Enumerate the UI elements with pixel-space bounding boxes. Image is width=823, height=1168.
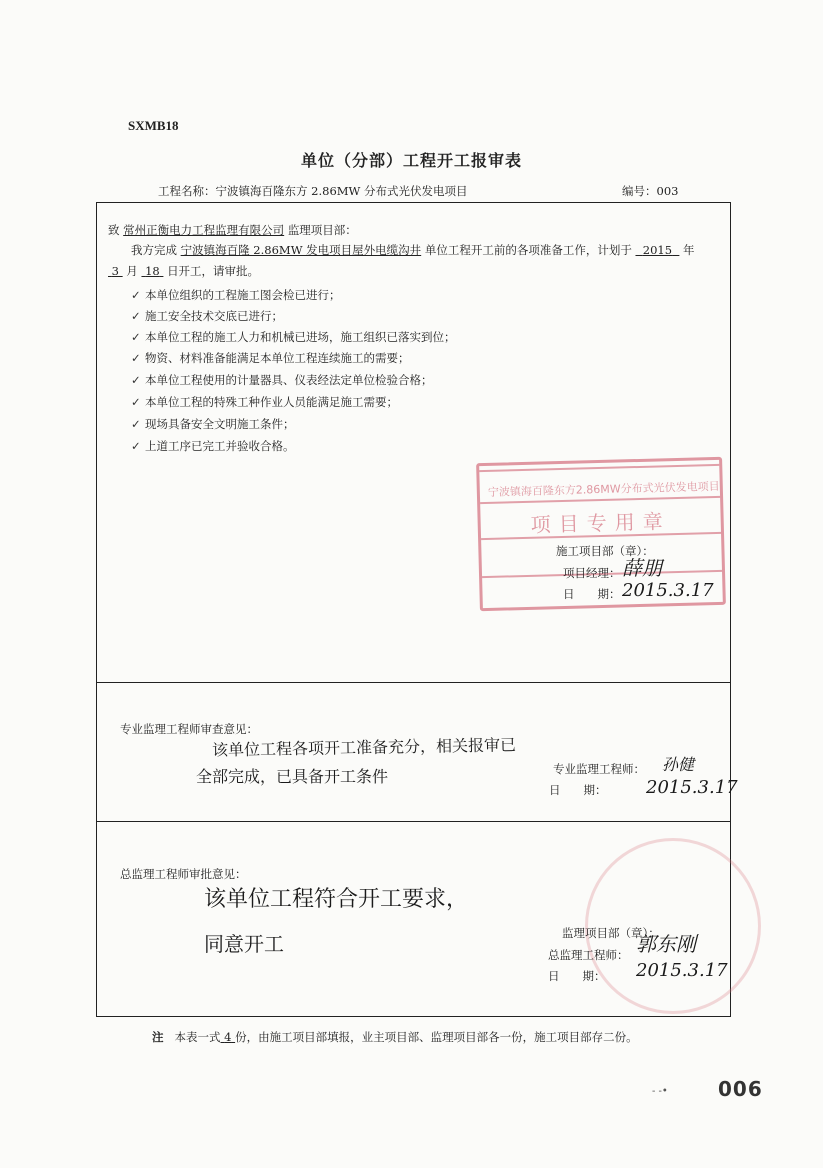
addressee-prefix: 致 [108,223,120,237]
footnote-text-start: 本表一式 [174,1030,221,1044]
month-unit: 月 [126,264,138,278]
footnote-text-end: 份，由施工项目部填报，业主项目部、监理项目部各一份，施工项目部存二份。 [235,1030,638,1044]
serial-value: 003 [656,184,679,198]
application-text-line1 [131,242,695,258]
specialist-opinion-line1: 该单位工程各项开工准备充分，相关报审已 [211,735,517,760]
form-title: 单位（分部）工程开工报审表 [300,151,522,170]
project-name-label: 工程名称： [158,184,216,198]
start-month [108,264,123,278]
work-name: 宁波镇海百隆 2.86MW 发电项目屋外电缆沟井 [180,243,422,257]
section-divider-1 [96,682,731,683]
checklist-text: 本单位工程的施工人力和机械已进场，施工组织已落实到位； [145,330,456,344]
checklist-text: 本单位工程的特殊工种作业人员能满足施工需要； [145,395,398,409]
serial-label: 编号： [622,184,657,198]
supervisor-company: 常州正衡电力工程监理有限公司 [123,223,285,237]
project-name-value: 宁波镇海百隆东方 2.86MW 分布式光伏发电项目 [215,184,468,198]
supervision-dept-label: 监理项目部（章）： [562,926,660,940]
footnote-copies [220,1030,235,1044]
checklist-item [131,372,433,388]
addressee-suffix: 监理项目部： [287,223,357,237]
start-day [141,264,163,278]
specialist-engineer-label: 专业监理工程师： [553,762,645,776]
checklist-item [131,287,341,303]
start-year-value: 2015 [642,243,673,257]
check-icon: ✓ [131,309,141,323]
start-year [635,243,679,257]
project-name-line [158,183,468,199]
chief-opinion-line1: 该单位工程符合开工要求， [204,887,469,912]
specialist-date-label: 日 期： [549,783,607,797]
check-icon: ✓ [131,417,141,431]
contractor-dept-label: 施工项目部（章）： [556,544,654,558]
stamp-main-text: 项目专用章 [530,509,672,537]
page-mark: - -• [652,1086,668,1097]
project-manager-label: 项目经理： [563,566,621,580]
body-text-mid: 单位工程开工前的各项准备工作，计划于 [424,243,632,257]
checklist-item [131,438,295,454]
chief-date-label: 日 期： [548,969,606,983]
page-number: 006 [718,1077,763,1101]
checklist-item [131,394,398,410]
checklist-text: 物资、材料准备能满足本单位工程连续施工的需要； [145,351,410,365]
chief-date: 2015.3.17 [636,960,728,981]
check-icon: ✓ [131,439,141,453]
body-text-end: 日开工，请审批。 [167,264,260,278]
checklist-item [131,416,295,432]
chief-engineer-label: 总监理工程师： [548,948,629,962]
application-text-line2 [108,263,259,279]
footnote-copies-value: 4 [224,1030,232,1044]
specialist-engineer-signature: 孙健 [662,755,695,774]
section-divider-2 [96,821,731,822]
body-text-start: 我方完成 [131,243,177,257]
check-icon: ✓ [131,373,141,387]
checklist-text: 上道工序已完工并验收合格。 [145,439,295,453]
start-day-value: 18 [145,264,160,278]
check-icon: ✓ [131,288,141,302]
check-icon: ✓ [131,395,141,409]
checklist-item [131,350,410,366]
checklist-text: 本单位工程使用的计量器具、仪表经法定单位检验合格； [145,373,433,387]
footnote-prefix: 注 [152,1030,164,1044]
start-month-value: 3 [111,264,119,278]
check-icon: ✓ [131,330,141,344]
checklist-text: 现场具备安全文明施工条件； [145,417,295,431]
chief-engineer-signature: 郭东刚 [636,932,696,956]
checklist-text: 施工安全技术交底已进行； [145,309,283,323]
addressee-line [108,222,357,238]
chief-opinion-label: 总监理工程师审批意见： [120,867,247,881]
footnote [152,1029,638,1045]
contractor-date: 2015.3.17 [622,580,714,601]
chief-opinion-line2: 同意开工 [204,932,284,956]
checklist-text: 本单位组织的工程施工图会检已进行； [145,288,341,302]
stamp-top-text: 宁波镇海百隆东方2.86MW分布式光伏发电项目 [487,479,720,499]
document-code: SXMB18 [128,118,179,133]
project-manager-signature: 薛朋 [622,556,662,580]
contractor-date-label: 日 期： [563,587,621,601]
specialist-opinion-label: 专业监理工程师审查意见： [120,722,258,736]
serial-number [622,183,678,199]
specialist-date: 2015.3.17 [646,777,738,798]
checklist-item [131,308,283,324]
checklist-item [131,329,456,345]
check-icon: ✓ [131,351,141,365]
year-unit: 年 [683,243,695,257]
specialist-opinion-line2: 全部完成，已具备开工条件 [196,767,389,786]
